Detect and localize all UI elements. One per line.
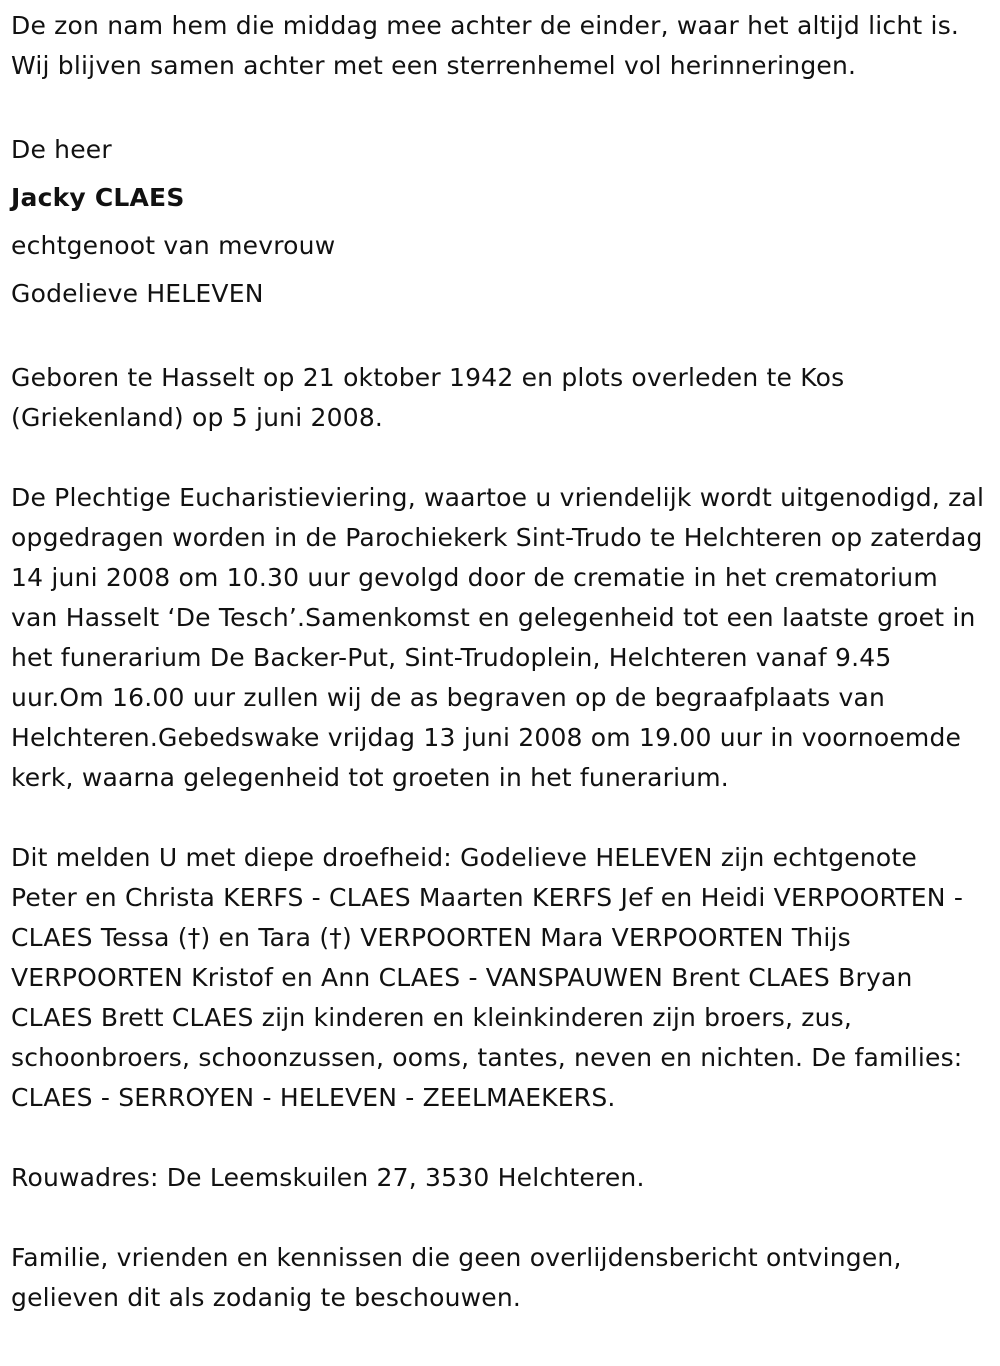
deceased-title: De heer [11,135,112,164]
spacer [11,438,988,478]
family-paragraph: Dit melden U met diepe droefheid: Godelieve HELEVEN zijn echtgenote Peter en Christa KERFS - CLAES Maarten KERFS Jef en Heidi VERPOORTEN - CLAES Tessa (†) en Tara (†) VERPOORTEN Mara VERPOORTEN Thijs VERPOORTEN Kristof en Ann CLAES - VANSPAUWEN Brent CLAES Bryan CLAES Brett CLAES zijn kinderen en kleinkinderen zijn broers, zus, schoonbroers, schoonzussen, ooms, tantes, neven en nichten. De families: CLAES - SERROYEN - HELEVEN - ZEELMAEKERS. [11,843,964,1112]
spacer [11,1118,988,1158]
deceased-block [11,126,988,318]
deceased-name: Jacky CLAES [11,183,185,212]
spacer [11,318,988,358]
address-paragraph: Rouwadres: De Leemskuilen 27, 3530 Helchteren. [11,1163,645,1192]
ceremony-paragraph: De Plechtige Eucharistieviering, waartoe u vriendelijk wordt uitgenodigd, zal opgedragen worden in de Parochiekerk Sint-Trudo te Helchteren op zaterdag 14 juni 2008 om 10.30 uur gevolgd door de crematie in het crematorium van Hasselt ‘De Tesch’.Samenkomst en gelegenheid tot een laatste groet in het funerarium De Backer-Put, Sint-Trudoplein, Helchteren vanaf 9.45 uur.Om 16.00 uur zullen wij de as begraven op de begraafplaats van Helchteren.Gebedswake vrijdag 13 juni 2008 om 19.00 uur in voornoemde kerk, waarna gelegenheid tot groeten in het funerarium. [11,483,985,792]
spouse-name: Godelieve HELEVEN [11,279,264,308]
spacer [11,798,988,838]
spacer [11,1198,988,1238]
spacer [11,86,988,126]
closing-paragraph: Familie, vrienden en kennissen die geen overlijdensbericht ontvingen, gelieven dit als zodanig te beschouwen. [11,1243,902,1312]
birth-death-paragraph: Geboren te Hasselt op 21 oktober 1942 en plots overleden te Kos (Griekenland) op 5 juni 2008. [11,363,845,432]
intro-paragraph: De zon nam hem die middag mee achter de einder, waar het altijd licht is. Wij blijven samen achter met een sterrenhemel vol herinneringen. [11,11,960,80]
deceased-relation: echtgenoot van mevrouw [11,231,336,260]
